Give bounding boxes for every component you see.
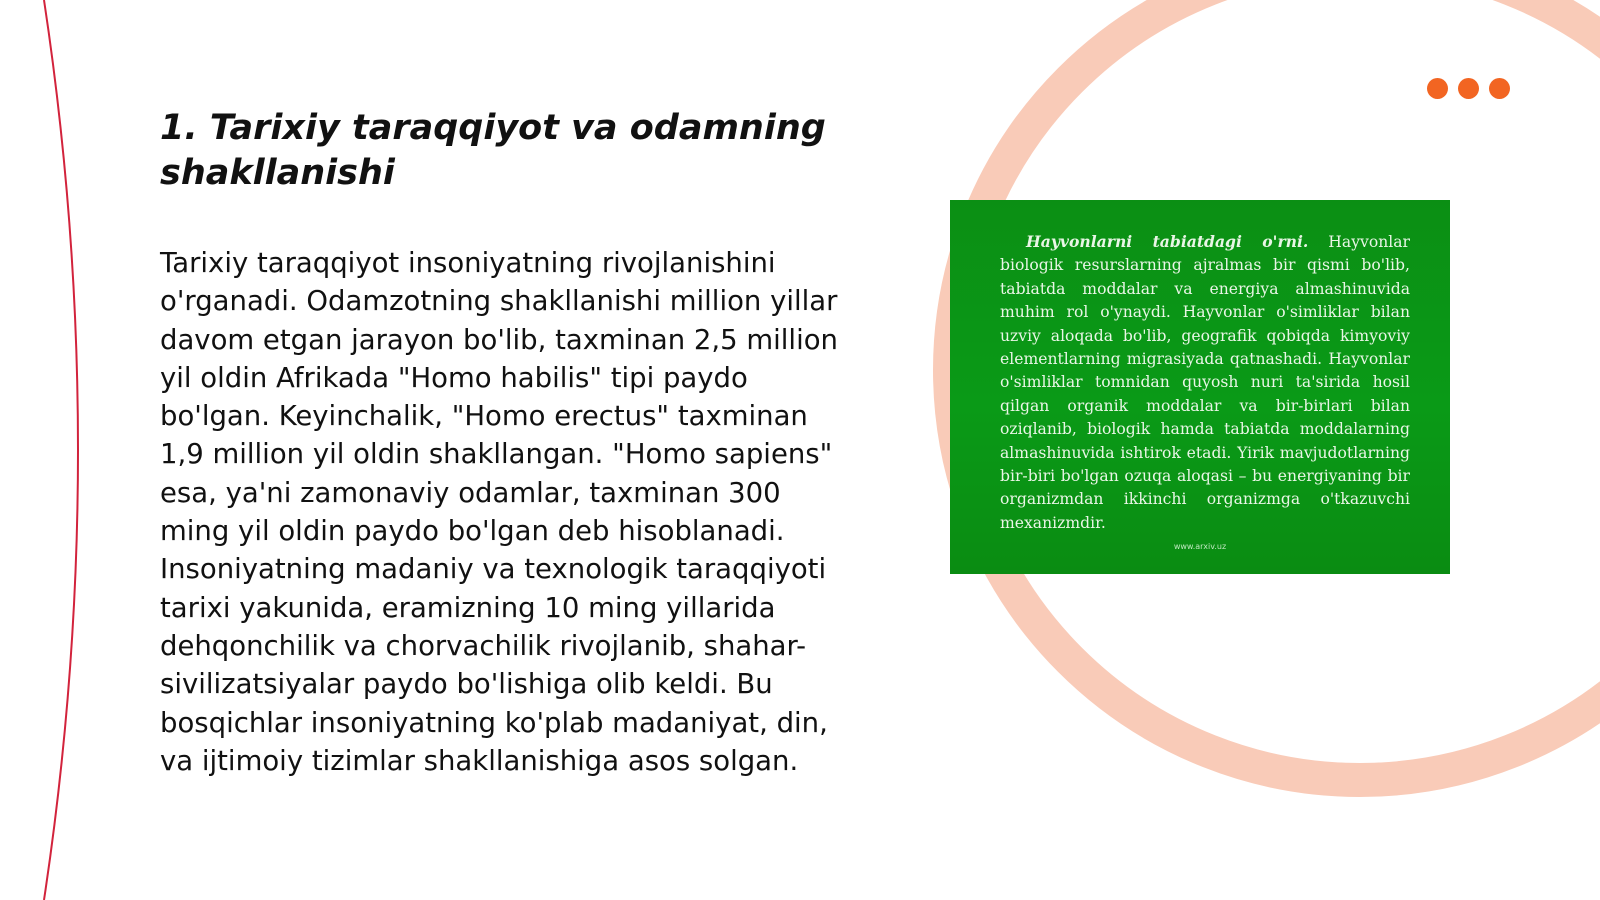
- image-lead-text: Hayvonlarni tabiatdagi o'rni.: [1026, 232, 1309, 251]
- dot-icon: [1427, 78, 1448, 99]
- image-watermark: www.arxiv.uz: [1173, 542, 1227, 551]
- three-dots-icon[interactable]: [1427, 78, 1510, 99]
- text-image-panel: [950, 200, 1450, 574]
- slide-title: 1. Tarixiy taraqqiyot va odamning shakllanishi: [160, 108, 826, 193]
- image-body-text: Hayvonlar biologik resurslarning ajralmas bir qismi bo'lib, tabiatda moddalar va energiya almashinuvida muhim rol o'ynaydi. Hayvonlar o'simliklar bilan uzviy aloqada bo'lib, geografik qobiqda kimyoviy elementlarning migrasiyada qatnashadi. Hayvonlar o'simliklar tomnidan quyosh nuri ta'sirida hosil qilgan organik moddalar va bir-birlari bilan oziqlanib, biologik hamda tabiatda moddalarning almashinuvida ishtirok etadi. Yirik mavjudotlarning bir-biri bo'lgan ozuqa aloqasi – bu energiyaning bir organizmdan ikkinchi organizmga o'tkazuvchi mexanizmdir.: [1000, 233, 1410, 532]
- dot-icon: [1458, 78, 1479, 99]
- left-border-line: [44, 0, 78, 900]
- image-paragraph: [1000, 230, 1410, 535]
- slide-body-text: Tarixiy taraqqiyot insoniyatning rivojlanishini o'rganadi. Odamzotning shakllanishi million yillar davom etgan jarayon bo'lib, taxminan 2,5 million yil oldin Afrikada "Homo habilis" tipi paydo bo'lgan. Keyinchalik, "Homo erectus" taxminan 1,9 million yil oldin shakllangan. "Homo sapiens" esa, ya'ni zamonaviy odamlar, taxminan 300 ming yil oldin paydo bo'lgan deb hisoblanadi. Insoniyatning madaniy va texnologik taraqqiyoti tarixi yakunida, eramizning 10 ming yillarida dehqonchilik va chorvachilik rivojlanib, shahar-sivilizatsiyalar paydo bo'lishiga olib keldi. Bu bosqichlar insoniyatning ko'plab madaniyat, din, va ijtimoiy tizimlar shakllanishiga asos solgan.: [160, 247, 838, 777]
- dot-icon: [1489, 78, 1510, 99]
